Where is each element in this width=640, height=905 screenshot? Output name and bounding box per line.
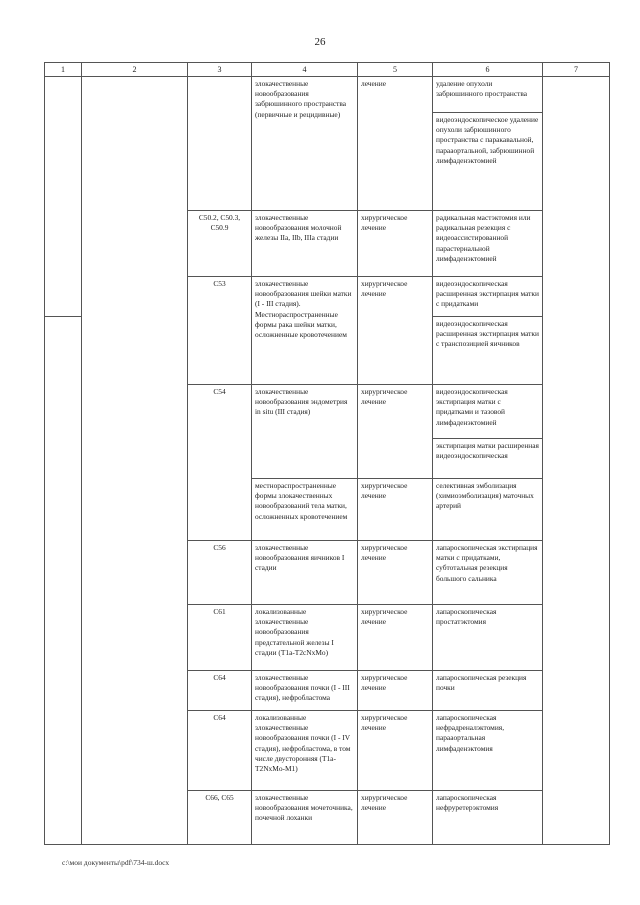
method-cell: экстирпация матки расширенная видеоэндоскопическая [433, 439, 543, 479]
table-row [45, 77, 610, 113]
group-cell-col2 [82, 77, 188, 845]
treatment-cell: хирургическое лечение [358, 671, 433, 711]
treatment-cell: хирургическое лечение [358, 541, 433, 605]
code-cell: C56 [188, 541, 252, 605]
method-cell: видеоэндоскопическая экстирпация матки с придатками и тазовой лимфаденэктомией [433, 385, 543, 439]
method-cell: лапароскопическая простатэктомия [433, 605, 543, 671]
method-cell: селективная эмболизация (химиоэмболизация) маточных артерий [433, 479, 543, 541]
disease-cell: злокачественные новообразования мочеточника, почечной лоханки [252, 791, 358, 845]
treatment-cell: хирургическое лечение [358, 277, 433, 385]
disease-cell: злокачественные новообразования почки (I - III стадия), нефробластома [252, 671, 358, 711]
treatment-cell: хирургическое лечение [358, 211, 433, 277]
page-number: 26 [314, 36, 326, 48]
method-cell: лапароскопическая резекция почки [433, 671, 543, 711]
col-header-6: 6 [433, 63, 543, 77]
group-cell-col1-b [45, 317, 82, 845]
disease-cell: локализованные злокачественные новообразования почки (I - IV стадия), нефробластома, в том числе двусторонняя (T1a-T2NxMo-M1) [252, 711, 358, 791]
disease-cell: злокачественные новообразования яичников I стадии [252, 541, 358, 605]
treatment-cell: лечение [358, 77, 433, 211]
treatment-cell: хирургическое лечение [358, 605, 433, 671]
col-header-3: 3 [188, 63, 252, 77]
method-cell: радикальная мастэктомия или радикальная резекция с видеоассистированной парастернальной лимфаденэктомией [433, 211, 543, 277]
code-cell: C64 [188, 671, 252, 711]
treatment-cell: хирургическое лечение [358, 711, 433, 791]
method-cell: лапароскопическая нефрадреналэктомия, парааортальная лимфаденэктомия [433, 711, 543, 791]
code-cell [188, 77, 252, 211]
code-cell: C61 [188, 605, 252, 671]
treatment-cell: хирургическое лечение [358, 791, 433, 845]
method-cell: видеоэндоскопическое удаление опухоли забрюшинного пространства с паракавальной, парааортальной, забрюшинной лимфаденэктомией [433, 113, 543, 211]
disease-cell: злокачественные новообразования эндометрия in situ (III стадия) [252, 385, 358, 479]
col-header-1: 1 [45, 63, 82, 77]
col-header-5: 5 [358, 63, 433, 77]
col-header-7: 7 [543, 63, 610, 77]
method-cell: удаление опухоли забрюшинного пространства [433, 77, 543, 113]
col-header-2: 2 [82, 63, 188, 77]
header-row [45, 63, 610, 77]
footer-file-path: c:\мои документы\pdf\734-ш.docx [62, 858, 170, 867]
method-cell: видеоэндоскопическая расширенная экстирпация матки с транспозицией яичников [433, 317, 543, 385]
disease-cell: злокачественные новообразования молочной железы IIa, IIb, IIIa стадии [252, 211, 358, 277]
code-cell: C54 [188, 385, 252, 541]
method-cell: лапароскопическая нефруретерэктомия [433, 791, 543, 845]
group-cell-col1-a [45, 77, 82, 317]
code-cell: C50.2, C50.3, C50.9 [188, 211, 252, 277]
treatment-cell: хирургическое лечение [358, 385, 433, 479]
disease-cell: злокачественные новообразования шейки матки (I - III стадия). Местнораспространенные формы рака шейки матки, осложненные кровотечением [252, 277, 358, 385]
code-cell: C53 [188, 277, 252, 385]
col-header-4: 4 [252, 63, 358, 77]
disease-cell: локализованные злокачественные новообразования предстательной железы I стадии (T1a-T2cNxMo) [252, 605, 358, 671]
code-cell: C64 [188, 711, 252, 791]
group-cell-col7 [543, 77, 610, 845]
disease-cell: злокачественные новообразования забрюшинного пространства (первичные и рецидивные) [252, 77, 358, 211]
treatment-cell: хирургическое лечение [358, 479, 433, 541]
disease-cell: местнораспространенные формы злокачественных новообразований тела матки, осложненных кровотечением [252, 479, 358, 541]
method-cell: видеоэндоскопическая расширенная экстирпация матки с придатками [433, 277, 543, 317]
procedures-table [44, 62, 610, 845]
method-cell: лапароскопическая экстирпация матки с придатками, субтотальная резекция большого сальника [433, 541, 543, 605]
code-cell: C66, C65 [188, 791, 252, 845]
